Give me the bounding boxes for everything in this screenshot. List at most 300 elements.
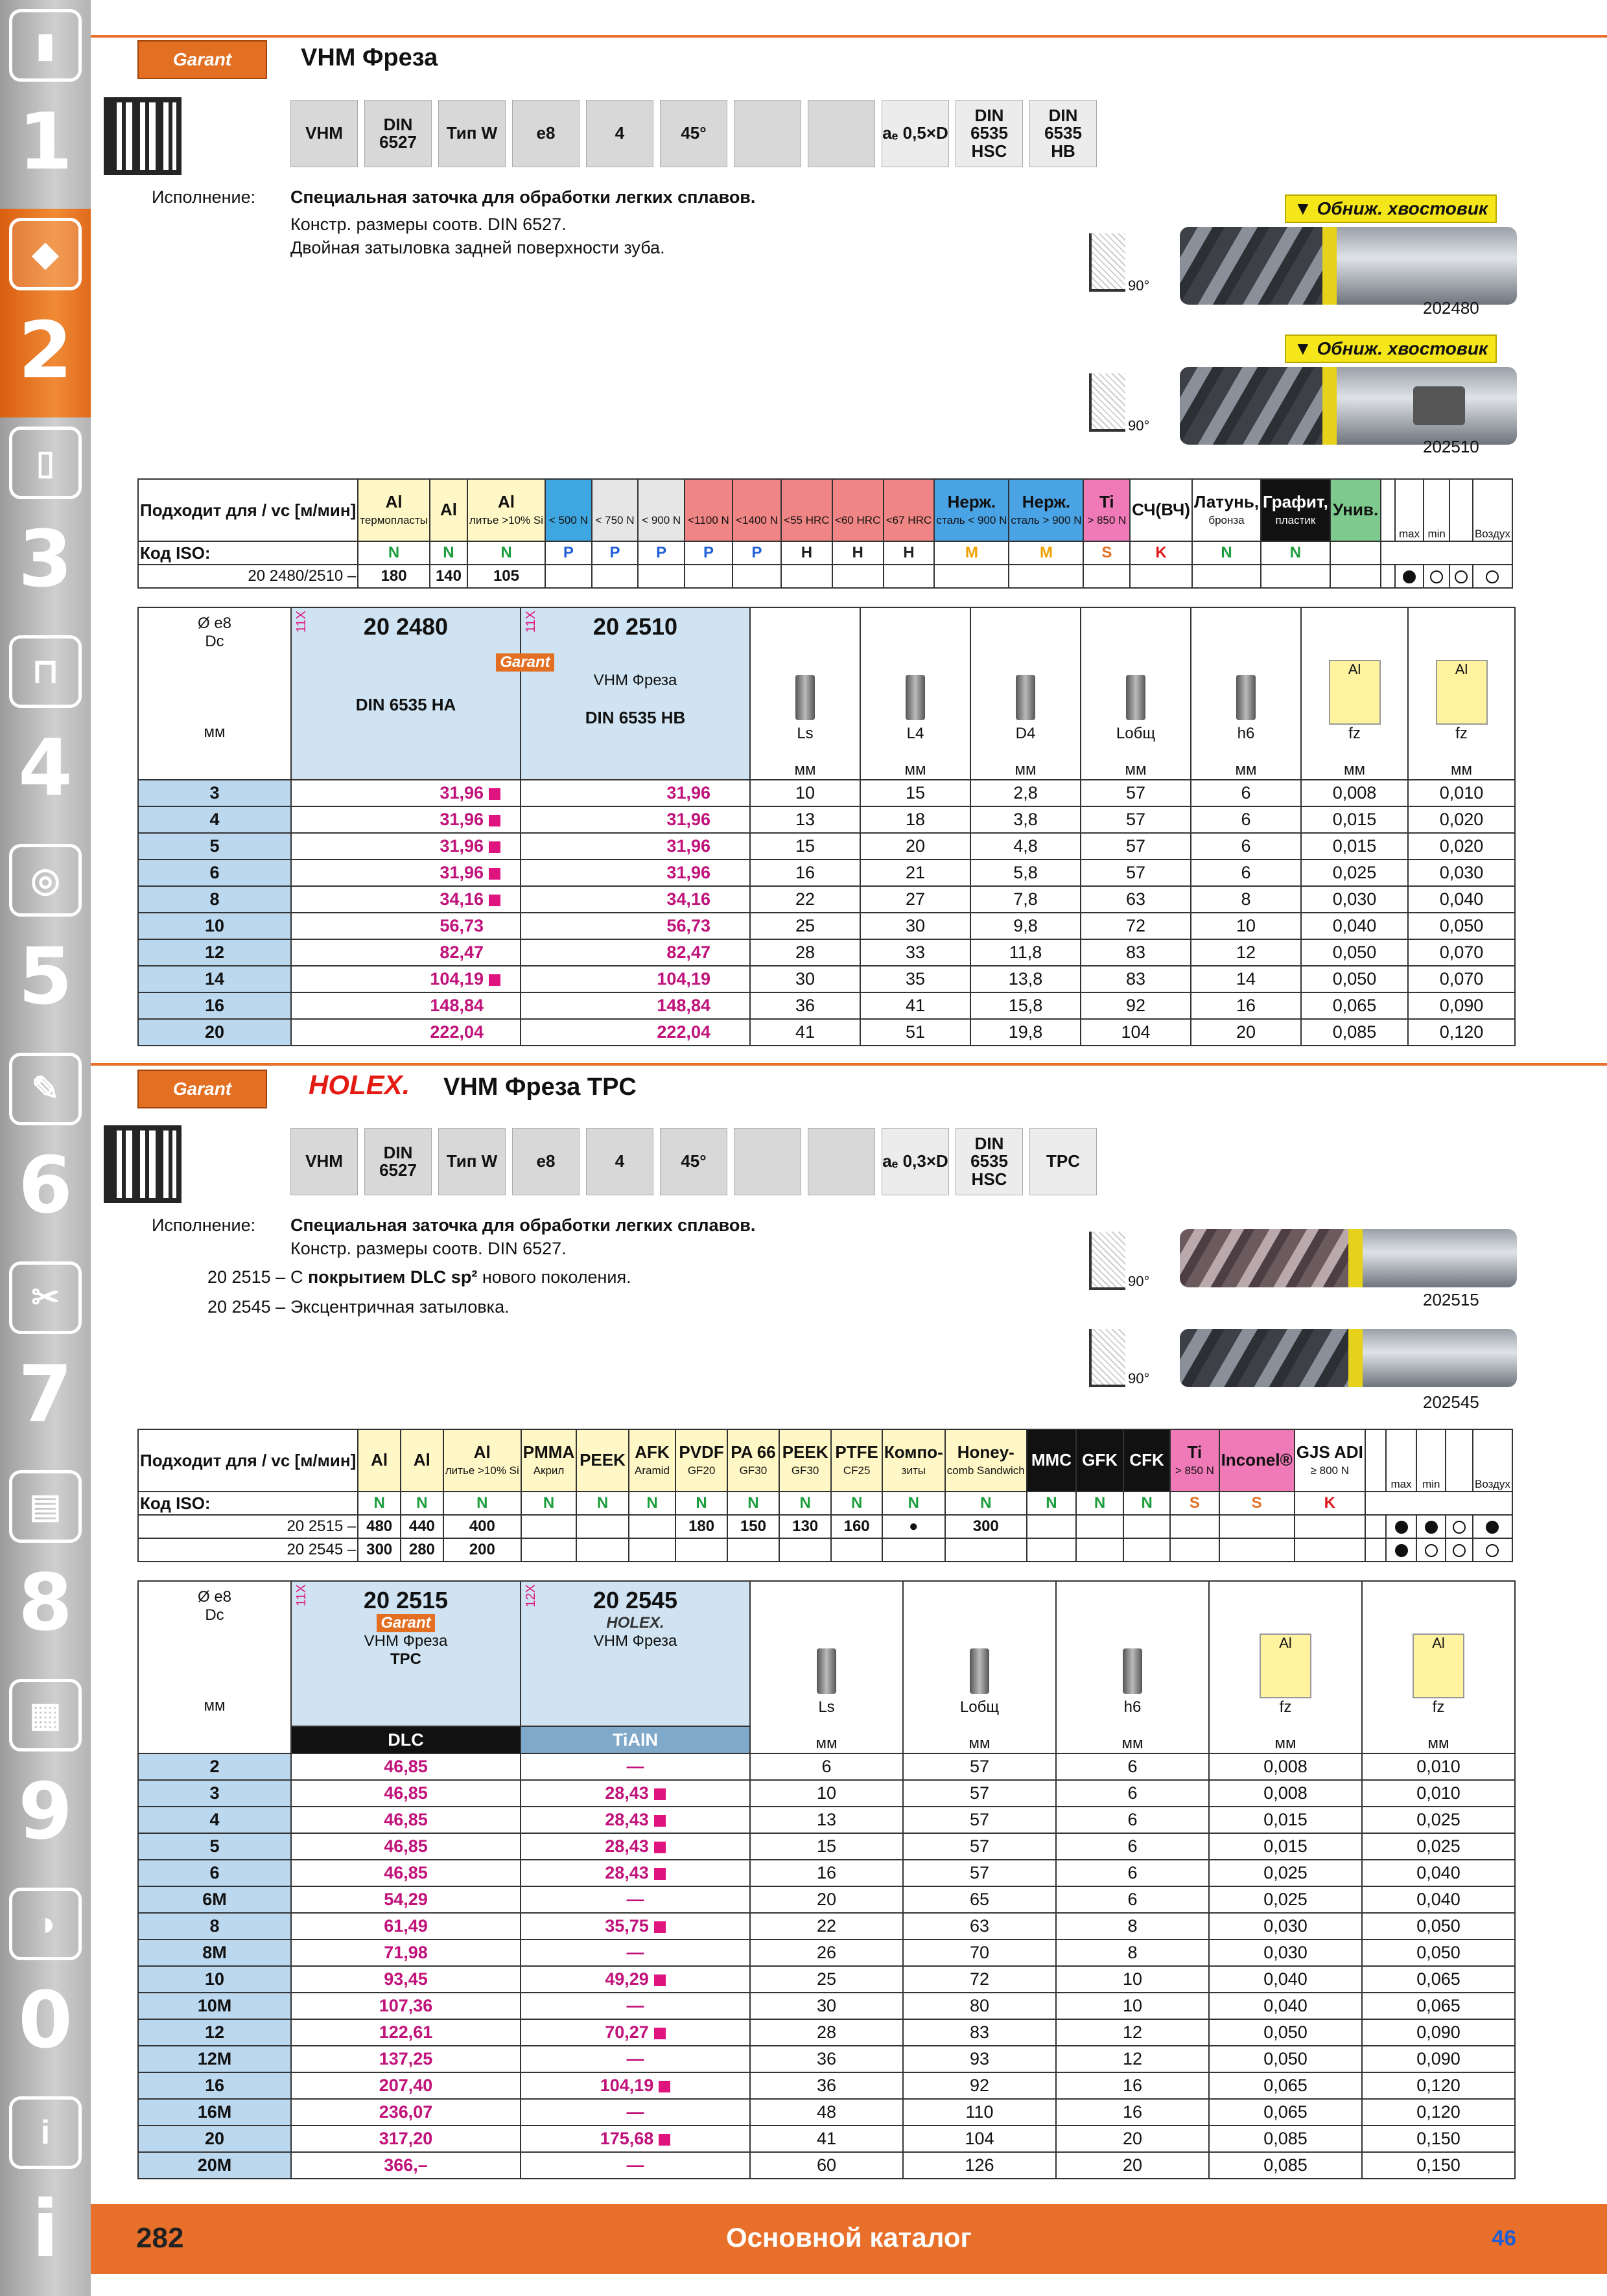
price-202515: 46,85 [291, 1807, 521, 1833]
stock-marker-icon [489, 815, 500, 826]
dim-value: 6 [1056, 1780, 1209, 1807]
section2-icon-row [290, 1128, 1097, 1195]
vc-value [934, 565, 1009, 588]
dc-value: 16 [138, 2072, 291, 2099]
dim-value: 8 [1056, 1939, 1209, 1966]
dim-value: 0,065 [1209, 2099, 1362, 2126]
vc-value [1027, 1515, 1076, 1538]
table-row [138, 1019, 1515, 1046]
price-202515: 107,36 [291, 1993, 521, 2019]
dim-value: 0,010 [1362, 1780, 1515, 1807]
iso-code: N [945, 1492, 1027, 1515]
angle-label: 90° [1128, 1273, 1150, 1289]
dim-value: 0,030 [1301, 886, 1408, 913]
dim-value: 15 [750, 1833, 903, 1860]
price-202510: 222,04 [521, 1019, 750, 1046]
dim-value: 0,120 [1362, 2072, 1515, 2099]
dc-value: 6 [138, 1860, 291, 1886]
aluminum-icon: Al [1413, 1634, 1464, 1698]
iso-code: N [882, 1492, 945, 1515]
sidebar-tab-number: i [32, 2185, 59, 2275]
vc-value [576, 1538, 629, 1562]
vc-value [1261, 565, 1330, 588]
spec-icon-0: VHM [290, 1128, 358, 1195]
vc-value: 130 [779, 1515, 832, 1538]
material-col: Al [401, 1429, 443, 1492]
vc-value [545, 565, 592, 588]
cutter-dim-icon [1016, 675, 1035, 720]
spec-icon-9: DIN 6535 HSC [956, 1128, 1023, 1195]
vc-value [1076, 1515, 1123, 1538]
dim-value: 0,025 [1209, 1860, 1362, 1886]
vc-value [1192, 565, 1261, 588]
iso-code: K [1295, 1492, 1365, 1515]
dim-value: 0,008 [1209, 1753, 1362, 1780]
dc-value: 2 [138, 1753, 291, 1780]
stock-marker-icon [489, 788, 500, 800]
sidebar-tab-3[interactable] [0, 417, 91, 626]
vc-value [521, 1515, 576, 1538]
iso-code: N [727, 1492, 779, 1515]
vc-value [592, 565, 639, 588]
dim-value: 28 [750, 2019, 903, 2046]
dim-value: 83 [903, 2019, 1056, 2046]
cutter-dim-icon [970, 1648, 989, 1694]
dim-value: 110 [903, 2099, 1056, 2126]
dim-value: 36 [750, 992, 860, 1019]
angle-label: 90° [1128, 1370, 1150, 1387]
dc-value: 6M [138, 1886, 291, 1913]
spec-icon-2: Тип W [438, 100, 506, 167]
dim-value: 57 [903, 1753, 1056, 1780]
material-col: PA 66 GF30 [727, 1429, 779, 1492]
table-row [138, 806, 1515, 833]
dim-value: 6 [1056, 1753, 1209, 1780]
sidebar-tab-2[interactable] [0, 209, 91, 417]
dim-value: 57 [903, 1860, 1056, 1886]
dim-value: 0,040 [1209, 1993, 1362, 2019]
section2-desc-line1: Констр. размеры соотв. DIN 6527. [290, 1239, 567, 1258]
vc-value [576, 1515, 629, 1538]
dim-value: 0,015 [1209, 1807, 1362, 1833]
dim-value: 0,120 [1408, 1019, 1515, 1046]
sidebar-tab-0[interactable] [0, 1879, 91, 2087]
dim-value: 30 [860, 913, 970, 939]
price-202480: 31,96 [291, 860, 521, 886]
dim-value: 83 [1081, 966, 1191, 992]
dim-value: 80 [903, 1993, 1056, 2019]
dim-value: 0,010 [1408, 780, 1515, 806]
table-row [138, 1993, 1515, 2019]
dim-value: 0,025 [1362, 1833, 1515, 1860]
price-202545: 28,43 [521, 1833, 750, 1860]
dim-value: 19,8 [970, 1019, 1081, 1046]
tool-number-202545: 202545 [1423, 1392, 1479, 1412]
iso-code: N [1192, 541, 1261, 565]
table-row [138, 939, 1515, 966]
dim-value: 12 [1056, 2046, 1209, 2072]
dim-header-3: Al fz мм [1209, 1581, 1362, 1753]
material-col: Ti > 850 N [1170, 1429, 1219, 1492]
sidebar-tab-8[interactable] [0, 1461, 91, 1670]
price-202515: 93,45 [291, 1966, 521, 1993]
dim-header-1: L4 мм [860, 607, 970, 780]
dim-value: 21 [860, 860, 970, 886]
material-col: PMMA Акрил [521, 1429, 576, 1492]
material-col: СЧ(ВЧ) [1130, 479, 1192, 541]
vc-value: 180 [675, 1515, 727, 1538]
iso-code: N [358, 541, 430, 565]
material-col: Al термопласты [358, 479, 430, 541]
price-202515: 71,98 [291, 1939, 521, 1966]
coolant-mark [1416, 1538, 1446, 1562]
dim-value: 30 [750, 966, 860, 992]
material-col: PTFE CF25 [831, 1429, 882, 1492]
dim-value: 0,050 [1408, 913, 1515, 939]
vc-value [727, 1538, 779, 1562]
caliper-icon: ⊓ [9, 635, 82, 708]
drill-icon: ▮ [9, 9, 82, 82]
mat-header: Подходит для / vc [м/мин] [138, 479, 358, 541]
table-row [138, 2126, 1515, 2152]
iso-code: N [401, 1492, 443, 1515]
price-202480: 34,16 [291, 886, 521, 913]
dim-value: 92 [1081, 992, 1191, 1019]
dim-value: 27 [860, 886, 970, 913]
dim-header-6: Al fz мм [1408, 607, 1515, 780]
iso-code: N [1076, 1492, 1123, 1515]
dim-value: 0,065 [1362, 1993, 1515, 2019]
dim-value: 72 [903, 1966, 1056, 1993]
material-col: PVDF GF20 [675, 1429, 727, 1492]
tool-cabinet-icon: ▦ [9, 1679, 82, 1751]
price-202515: 236,07 [291, 2099, 521, 2126]
dim-value: 16 [1191, 992, 1301, 1019]
price-202480: 31,96 [291, 833, 521, 860]
table-row [138, 1913, 1515, 1939]
vc-value: 300 [358, 1538, 401, 1562]
stock-marker-icon [489, 974, 500, 986]
price-202515: 54,29 [291, 1886, 521, 1913]
vc-value [882, 1538, 945, 1562]
table-row [138, 860, 1515, 886]
material-col: GFK [1076, 1429, 1123, 1492]
table-row [138, 1807, 1515, 1833]
vc-value: 150 [727, 1515, 779, 1538]
material-table-2 [137, 1429, 1513, 1562]
dim-value: 6 [1191, 780, 1301, 806]
coolant-mark [1395, 565, 1424, 588]
dim-value: 35 [860, 966, 970, 992]
page-number: 282 [136, 2222, 184, 2254]
sidebar-tab-4[interactable] [0, 626, 91, 835]
material-col: CFK [1123, 1429, 1170, 1492]
qr-code-icon[interactable] [104, 97, 182, 175]
dim-value: 0,150 [1362, 2152, 1515, 2179]
section1-icon-row [290, 100, 1097, 167]
price-202480: 82,47 [291, 939, 521, 966]
dim-value: 6 [1056, 1886, 1209, 1913]
vc-value [675, 1538, 727, 1562]
iso-code: P [592, 541, 639, 565]
dim-value: 0,050 [1362, 1913, 1515, 1939]
coolant-mark [1446, 1538, 1473, 1562]
qr-code-icon[interactable] [104, 1125, 182, 1203]
dim-header-4: h6 мм [1191, 607, 1301, 780]
iso-code: N [443, 1492, 521, 1515]
dc-value: 12M [138, 2046, 291, 2072]
dim-value: 15 [860, 780, 970, 806]
dc-value: 16M [138, 2099, 291, 2126]
vc-value [832, 565, 884, 588]
grinding-disc-icon: ◎ [9, 844, 82, 917]
iso-code: N [1261, 541, 1330, 565]
stock-marker-icon [654, 1974, 666, 1986]
dim-value: 0,150 [1362, 2126, 1515, 2152]
aluminum-icon: Al [1329, 660, 1381, 725]
price-202480: 104,19 [291, 966, 521, 992]
dc-value: 20M [138, 2152, 291, 2179]
angle-90-icon [1089, 373, 1125, 432]
dim-value: 57 [903, 1807, 1056, 1833]
dc-value: 12 [138, 939, 291, 966]
price-202515: 61,49 [291, 1913, 521, 1939]
price-202510: 31,96 [521, 833, 750, 860]
tool-image-202515 [1180, 1229, 1517, 1287]
milling-insert-icon: ◆ [9, 218, 82, 290]
dim-value: 63 [903, 1913, 1056, 1939]
iso-label: Код ISO: [138, 541, 358, 565]
dim-value: 10 [1191, 913, 1301, 939]
table-row [138, 1860, 1515, 1886]
spec-icon-3: e8 [512, 100, 580, 167]
stock-marker-icon [489, 895, 500, 906]
iso-code: P [545, 541, 592, 565]
dim-value: 0,030 [1209, 1939, 1362, 1966]
sidebar-tab-number: 7 [18, 1350, 73, 1440]
dim-value: 93 [903, 2046, 1056, 2072]
iso-code: P [685, 541, 733, 565]
dc-value: 5 [138, 833, 291, 860]
tool-number-202510: 202510 [1423, 437, 1479, 456]
price-202545: — [521, 1993, 750, 2019]
material-col: AFK Aramid [629, 1429, 675, 1492]
iso-code: S [1083, 541, 1130, 565]
sidebar-tab-number: 0 [18, 1976, 73, 2066]
dim-header-5: Al fz мм [1301, 607, 1408, 780]
spec-icon-4: 4 [586, 100, 653, 167]
dim-value: 36 [750, 2046, 903, 2072]
dim-value: 20 [1056, 2126, 1209, 2152]
dim-value: 10 [750, 1780, 903, 1807]
material-col: Ti > 850 N [1083, 479, 1130, 541]
dim-value: 0,040 [1362, 1860, 1515, 1886]
pliers-icon: ✂ [9, 1261, 82, 1334]
iso-code: S [1219, 1492, 1295, 1515]
spec-icon-2: Тип W [438, 1128, 506, 1195]
table-row [138, 780, 1515, 806]
material-col: PEEK [576, 1429, 629, 1492]
dim-value: 13 [750, 806, 860, 833]
material-col: MMC [1027, 1429, 1076, 1492]
iso-code: S [1170, 1492, 1219, 1515]
material-col: <1100 N [685, 479, 733, 541]
reduced-shank-label-2: ▼ Обниж. хвостовик [1285, 334, 1497, 363]
sidebar-tab-i[interactable] [0, 2087, 91, 2296]
dim-value: 0,090 [1362, 2046, 1515, 2072]
dim-value: 15,8 [970, 992, 1081, 1019]
dim-value: 0,040 [1362, 1886, 1515, 1913]
dim-value: 83 [1081, 939, 1191, 966]
dim-header-2: h6 мм [1056, 1581, 1209, 1753]
dim-value: 41 [860, 992, 970, 1019]
table-row [138, 966, 1515, 992]
col-202480: 11X 20 2480 DIN 6535 HA [291, 607, 521, 780]
price-202510: 31,96 [521, 806, 750, 833]
holex-logo: HOLEX. [309, 1070, 410, 1100]
material-col: < 500 N [545, 479, 592, 541]
col-202545: 12X 20 2545 HOLEX. VHM Фреза [521, 1581, 750, 1726]
dim-value: 10 [1056, 1966, 1209, 1993]
sidebar-tab-7[interactable] [0, 1252, 91, 1461]
dim-value: 16 [1056, 2099, 1209, 2126]
price-202480: 222,04 [291, 1019, 521, 1046]
dim-value: 48 [750, 2099, 903, 2126]
table-row [138, 992, 1515, 1019]
dim-value: 0,065 [1209, 2072, 1362, 2099]
section2-top-rule [91, 1063, 1607, 1066]
table-row [138, 1753, 1515, 1780]
dim-value: 20 [1056, 2152, 1209, 2179]
cutter-dim-icon [906, 675, 925, 720]
coolant-mark [1473, 1538, 1512, 1562]
vc-value: 480 [358, 1515, 401, 1538]
iso-label: Код ISO: [138, 1492, 358, 1515]
product-table-2 [137, 1580, 1516, 2179]
dim-value: 72 [1081, 913, 1191, 939]
section1-desc-label: Исполнение: [152, 187, 256, 207]
price-202515: 317,20 [291, 2126, 521, 2152]
iso-code: N [831, 1492, 882, 1515]
dim-value: 12 [1056, 2019, 1209, 2046]
dim-value: 0,030 [1209, 1913, 1362, 1939]
material-col: < 750 N [592, 479, 639, 541]
dim-value: 63 [1081, 886, 1191, 913]
aluminum-icon: Al [1260, 1634, 1311, 1698]
price-202480: 148,84 [291, 992, 521, 1019]
sidebar-tab-5[interactable] [0, 835, 91, 1044]
dim-value: 0,040 [1301, 913, 1408, 939]
material-col: Латунь, бронза [1192, 479, 1261, 541]
dim-value: 0,050 [1301, 966, 1408, 992]
dc-value: 12 [138, 2019, 291, 2046]
sidebar-tab-6[interactable] [0, 1044, 91, 1252]
dim-header-1: Lобщ мм [903, 1581, 1056, 1753]
dim-value: 6 [1191, 833, 1301, 860]
dim-value: 0,008 [1301, 780, 1408, 806]
iso-code [1330, 541, 1381, 565]
table-row [138, 1886, 1515, 1913]
vc-value: ● [882, 1515, 945, 1538]
iso-code: H [781, 541, 832, 565]
spec-icon-10: DIN 6535 HB [1029, 100, 1097, 167]
sidebar-tab-9[interactable] [0, 1670, 91, 1879]
iso-code: P [733, 541, 781, 565]
table-row [138, 1833, 1515, 1860]
dim-value: 0,070 [1408, 939, 1515, 966]
dim-value: 20 [860, 833, 970, 860]
material-col: Унив. [1330, 479, 1381, 541]
dim-value: 0,015 [1301, 806, 1408, 833]
dim-header-3: Lобщ мм [1081, 607, 1191, 780]
spec-icon-8: aₑ 0,5×D [882, 100, 949, 167]
dim-value: 10 [1056, 1993, 1209, 2019]
dim-header-4: Al fz мм [1362, 1581, 1515, 1753]
wrench-icon: ✎ [9, 1053, 82, 1125]
vc-value [638, 565, 685, 588]
dim-value: 3,8 [970, 806, 1081, 833]
price-202480: 31,96 [291, 806, 521, 833]
material-col: Графит, пластик [1261, 479, 1330, 541]
dim-value: 13,8 [970, 966, 1081, 992]
stock-marker-icon [659, 2134, 670, 2146]
dim-value: 9,8 [970, 913, 1081, 939]
dim-value: 14 [1191, 966, 1301, 992]
stock-marker-icon [654, 1842, 666, 1853]
dim-value: 6 [1056, 1807, 1209, 1833]
table-row [138, 833, 1515, 860]
dim-value: 6 [1191, 860, 1301, 886]
dim-value: 0,020 [1408, 833, 1515, 860]
dim-value: 5,8 [970, 860, 1081, 886]
stock-marker-icon [654, 2028, 666, 2039]
material-col: Al [430, 479, 467, 541]
vc-value: 180 [358, 565, 430, 588]
dc-value: 4 [138, 1807, 291, 1833]
dim-value: 0,050 [1209, 2019, 1362, 2046]
vc-value: 140 [430, 565, 467, 588]
iso-code: N [1123, 1492, 1170, 1515]
footer [91, 2204, 1607, 2274]
coating-tialn: TiAlN [521, 1726, 750, 1753]
dim-value: 15 [750, 833, 860, 860]
vc-value [1295, 1515, 1365, 1538]
dim-value: 16 [750, 1860, 903, 1886]
sidebar-tab-number: 1 [18, 97, 73, 187]
dc-value: 20 [138, 1019, 291, 1046]
garant-logo: Garant [137, 1070, 267, 1108]
sidebar-tab-number: 5 [18, 932, 73, 1022]
dim-value: 0,120 [1362, 2099, 1515, 2126]
price-202545: 104,19 [521, 2072, 750, 2099]
sidebar-tab-1[interactable] [0, 0, 91, 209]
coolant-mark [1416, 1515, 1446, 1538]
footer-right-number: 46 [1492, 2226, 1516, 2251]
section1-desc-bold: Специальная заточка для обработки легких сплавов. [290, 187, 756, 207]
vc-value [884, 565, 935, 588]
vc-value [1170, 1515, 1219, 1538]
section1-desc-line2: Двойная затыловка задней поверхности зуба. [290, 238, 665, 257]
coolant-col: min [1416, 1429, 1446, 1492]
dim-header-0: Ls мм [750, 1581, 903, 1753]
tool-number-202480: 202480 [1423, 298, 1479, 318]
table-row [138, 1939, 1515, 1966]
vc-value [1330, 565, 1381, 588]
dim-value: 0,065 [1362, 1966, 1515, 1993]
price-202545: — [521, 1939, 750, 1966]
reduced-shank-label-1: ▼ Обниж. хвостовик [1285, 194, 1497, 223]
dim-value: 57 [1081, 780, 1191, 806]
